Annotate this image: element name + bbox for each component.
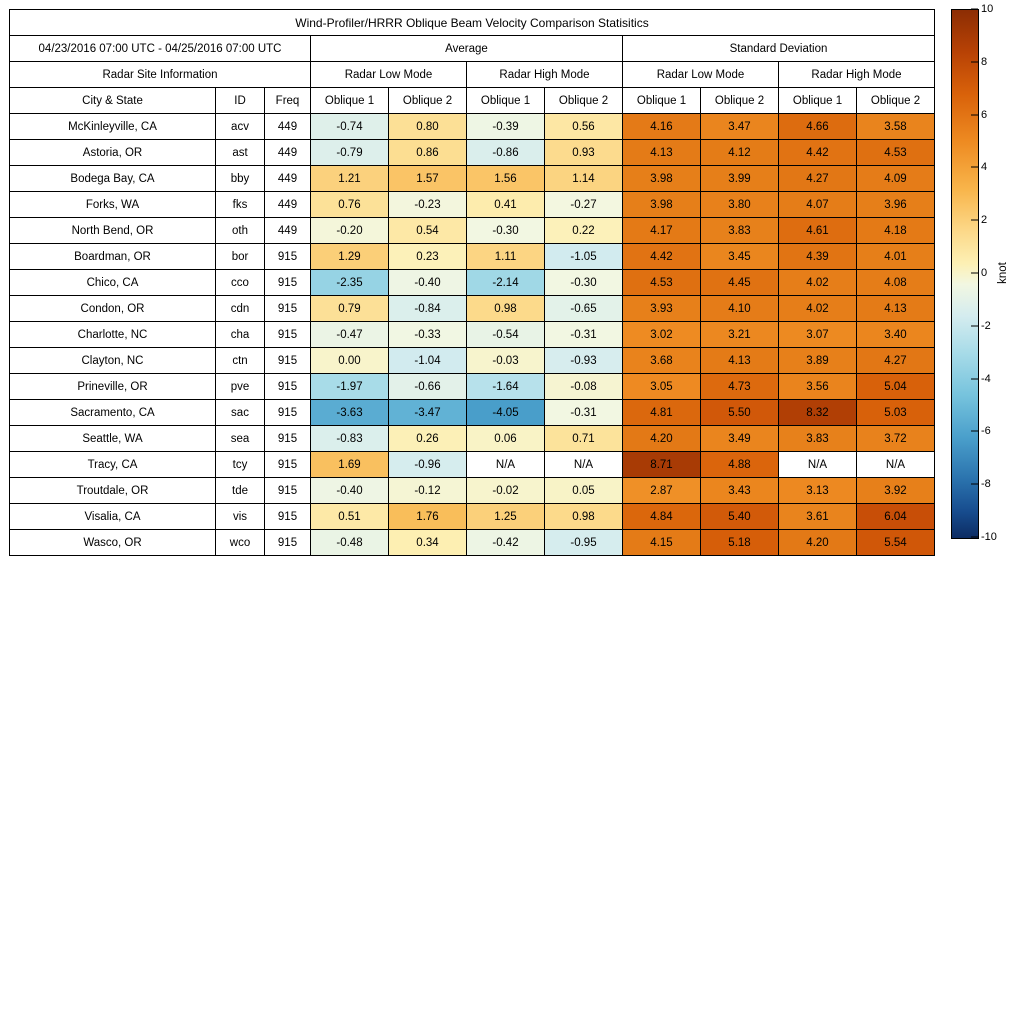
colorbar-tick-mark	[971, 537, 978, 538]
cell-value: -0.54	[467, 322, 545, 348]
cell-value: 3.21	[701, 322, 779, 348]
cell-value: 3.07	[779, 322, 857, 348]
mode-header-sd-low: Radar Low Mode	[623, 62, 779, 88]
cell-value: -0.20	[311, 218, 389, 244]
cell-value: 4.53	[857, 140, 935, 166]
cell-value: 4.08	[857, 270, 935, 296]
column-header-freq: Freq	[265, 88, 311, 114]
cell-value: 0.98	[545, 504, 623, 530]
cell-value: N/A	[857, 452, 935, 478]
cell-id: tde	[216, 478, 265, 504]
cell-id: cdn	[216, 296, 265, 322]
cell-value: 3.68	[623, 348, 701, 374]
colorbar-tick-label: 10	[981, 3, 994, 15]
table-row	[10, 192, 935, 218]
cell-value: 3.72	[857, 426, 935, 452]
column-header-avg-low-o2: Oblique 2	[389, 88, 467, 114]
table-row	[10, 166, 935, 192]
cell-value: 3.83	[701, 218, 779, 244]
cell-value: 0.06	[467, 426, 545, 452]
cell-value: -0.30	[467, 218, 545, 244]
colorbar-tick-label: 6	[981, 108, 988, 121]
cell-value: 4.45	[701, 270, 779, 296]
cell-value: -0.30	[545, 270, 623, 296]
cell-value: 4.15	[623, 530, 701, 556]
cell-value: -0.95	[545, 530, 623, 556]
cell-freq: 449	[265, 140, 311, 166]
cell-value: -0.08	[545, 374, 623, 400]
cell-value: 4.73	[701, 374, 779, 400]
cell-value: -2.14	[467, 270, 545, 296]
cell-freq: 449	[265, 218, 311, 244]
cell-value: -0.84	[389, 296, 467, 322]
cell-freq: 449	[265, 166, 311, 192]
table-body	[10, 114, 935, 556]
colorbar-tick-mark	[971, 167, 978, 168]
cell-value: 0.93	[545, 140, 623, 166]
cell-value: 3.47	[701, 114, 779, 140]
cell-value: -0.02	[467, 478, 545, 504]
table-row	[10, 530, 935, 556]
cell-value: -0.03	[467, 348, 545, 374]
table-row	[10, 218, 935, 244]
cell-value: 4.27	[779, 166, 857, 192]
cell-value: -0.33	[389, 322, 467, 348]
colorbar-tick-label: -10	[981, 531, 997, 543]
cell-value: 4.13	[623, 140, 701, 166]
cell-city: Tracy, CA	[10, 452, 216, 478]
colorbar-label: knot	[997, 262, 1009, 284]
cell-value: -0.48	[311, 530, 389, 556]
cell-id: bor	[216, 244, 265, 270]
cell-value: -0.27	[545, 192, 623, 218]
cell-value: 1.56	[467, 166, 545, 192]
cell-value: 0.26	[389, 426, 467, 452]
cell-value: -0.42	[467, 530, 545, 556]
cell-freq: 915	[265, 426, 311, 452]
cell-value: 4.09	[857, 166, 935, 192]
cell-value: 6.04	[857, 504, 935, 530]
colorbar-tick-mark	[971, 114, 978, 115]
cell-city: Seattle, WA	[10, 426, 216, 452]
cell-value: 0.00	[311, 348, 389, 374]
cell-value: 4.17	[623, 218, 701, 244]
cell-freq: 449	[265, 114, 311, 140]
cell-value: -0.12	[389, 478, 467, 504]
cell-value: 3.40	[857, 322, 935, 348]
colorbar-tick-label: 2	[981, 214, 988, 227]
mode-header-avg-high: Radar High Mode	[467, 62, 623, 88]
cell-city: Condon, OR	[10, 296, 216, 322]
cell-value: -0.65	[545, 296, 623, 322]
colorbar-tick-mark	[971, 378, 978, 379]
cell-value: 0.23	[389, 244, 467, 270]
cell-value: 1.25	[467, 504, 545, 530]
cell-value: 0.98	[467, 296, 545, 322]
cell-value: 3.58	[857, 114, 935, 140]
cell-value: 3.96	[857, 192, 935, 218]
cell-value: 4.81	[623, 400, 701, 426]
cell-freq: 915	[265, 296, 311, 322]
cell-id: tcy	[216, 452, 265, 478]
cell-id: sea	[216, 426, 265, 452]
cell-value: -0.31	[545, 322, 623, 348]
cell-value: 5.18	[701, 530, 779, 556]
cell-value: 0.56	[545, 114, 623, 140]
column-header-avg-high-o1: Oblique 1	[467, 88, 545, 114]
colorbar-tick-label: -8	[981, 478, 991, 491]
cell-value: N/A	[545, 452, 623, 478]
cell-value: 4.53	[623, 270, 701, 296]
cell-value: 4.16	[623, 114, 701, 140]
cell-value: 4.88	[701, 452, 779, 478]
cell-city: McKinleyville, CA	[10, 114, 216, 140]
cell-value: 0.22	[545, 218, 623, 244]
colorbar-tick-mark	[971, 9, 978, 10]
cell-value: 2.87	[623, 478, 701, 504]
cell-id: vis	[216, 504, 265, 530]
cell-id: cco	[216, 270, 265, 296]
cell-city: Astoria, OR	[10, 140, 216, 166]
date-range: 04/23/2016 07:00 UTC - 04/25/2016 07:00 UTC	[10, 36, 311, 62]
cell-city: Troutdale, OR	[10, 478, 216, 504]
colorbar-tick-label: 4	[981, 161, 988, 174]
cell-value: 3.05	[623, 374, 701, 400]
cell-freq: 915	[265, 270, 311, 296]
mode-header-avg-low: Radar Low Mode	[311, 62, 467, 88]
cell-value: 3.43	[701, 478, 779, 504]
table-row	[10, 322, 935, 348]
cell-value: 4.07	[779, 192, 857, 218]
cell-id: acv	[216, 114, 265, 140]
column-header-sd-low-o1: Oblique 1	[623, 88, 701, 114]
cell-value: -0.47	[311, 322, 389, 348]
cell-city: Boardman, OR	[10, 244, 216, 270]
cell-freq: 915	[265, 348, 311, 374]
cell-value: 0.79	[311, 296, 389, 322]
cell-value: 4.84	[623, 504, 701, 530]
colorbar-tick-mark	[971, 484, 978, 485]
column-header-city: City & State	[10, 88, 216, 114]
cell-value: 3.45	[701, 244, 779, 270]
colorbar-gradient	[951, 9, 979, 539]
cell-value: 0.51	[311, 504, 389, 530]
cell-value: 5.40	[701, 504, 779, 530]
cell-city: Bodega Bay, CA	[10, 166, 216, 192]
column-header-avg-low-o1: Oblique 1	[311, 88, 389, 114]
cell-city: Clayton, NC	[10, 348, 216, 374]
cell-value: -1.64	[467, 374, 545, 400]
cell-value: 3.61	[779, 504, 857, 530]
cell-freq: 915	[265, 452, 311, 478]
table-row	[10, 478, 935, 504]
table-row	[10, 400, 935, 426]
cell-value: 4.12	[701, 140, 779, 166]
cell-value: 1.69	[311, 452, 389, 478]
table-row	[10, 452, 935, 478]
cell-value: 4.01	[857, 244, 935, 270]
cell-value: -3.47	[389, 400, 467, 426]
cell-value: 0.54	[389, 218, 467, 244]
cell-value: -0.83	[311, 426, 389, 452]
column-header-sd-high-o2: Oblique 2	[857, 88, 935, 114]
cell-value: -0.39	[467, 114, 545, 140]
cell-value: 4.42	[623, 244, 701, 270]
cell-value: -0.74	[311, 114, 389, 140]
cell-value: 5.50	[701, 400, 779, 426]
cell-freq: 915	[265, 504, 311, 530]
cell-value: N/A	[779, 452, 857, 478]
cell-city: Prineville, OR	[10, 374, 216, 400]
cell-value: -4.05	[467, 400, 545, 426]
cell-value: -1.04	[389, 348, 467, 374]
cell-value: 8.71	[623, 452, 701, 478]
cell-city: Chico, CA	[10, 270, 216, 296]
table-row	[10, 114, 935, 140]
cell-value: 1.14	[545, 166, 623, 192]
cell-value: -0.93	[545, 348, 623, 374]
cell-city: North Bend, OR	[10, 218, 216, 244]
cell-freq: 915	[265, 374, 311, 400]
colorbar-tick-label: -6	[981, 425, 991, 438]
cell-id: cha	[216, 322, 265, 348]
cell-id: fks	[216, 192, 265, 218]
table-row	[10, 296, 935, 322]
colorbar-tick-label: -2	[981, 319, 991, 332]
cell-id: ast	[216, 140, 265, 166]
cell-value: -0.40	[389, 270, 467, 296]
cell-value: 3.49	[701, 426, 779, 452]
cell-value: 4.13	[857, 296, 935, 322]
cell-value: 3.83	[779, 426, 857, 452]
colorbar-tick-mark	[971, 220, 978, 221]
cell-city: Sacramento, CA	[10, 400, 216, 426]
cell-value: 4.20	[779, 530, 857, 556]
table-title: Wind-Profiler/HRRR Oblique Beam Velocity Comparison Statisitics	[10, 10, 935, 36]
cell-value: 4.13	[701, 348, 779, 374]
cell-value: -3.63	[311, 400, 389, 426]
cell-value: 1.76	[389, 504, 467, 530]
group-header-stddev: Standard Deviation	[623, 36, 935, 62]
table-row	[10, 348, 935, 374]
cell-value: N/A	[467, 452, 545, 478]
table-row	[10, 504, 935, 530]
table-row	[10, 374, 935, 400]
cell-value: 3.80	[701, 192, 779, 218]
cell-value: 3.93	[623, 296, 701, 322]
colorbar-tick-mark	[971, 273, 978, 274]
cell-value: 0.34	[389, 530, 467, 556]
cell-value: 4.20	[623, 426, 701, 452]
cell-value: 3.02	[623, 322, 701, 348]
cell-value: 0.71	[545, 426, 623, 452]
cell-value: -0.31	[545, 400, 623, 426]
cell-value: 4.39	[779, 244, 857, 270]
column-header-sd-high-o1: Oblique 1	[779, 88, 857, 114]
colorbar-tick-label: -4	[981, 372, 991, 385]
cell-value: -0.96	[389, 452, 467, 478]
cell-value: 1.57	[389, 166, 467, 192]
cell-value: 3.56	[779, 374, 857, 400]
cell-city: Charlotte, NC	[10, 322, 216, 348]
cell-value: 0.80	[389, 114, 467, 140]
cell-value: 3.98	[623, 192, 701, 218]
cell-value: 3.98	[623, 166, 701, 192]
cell-freq: 915	[265, 244, 311, 270]
cell-value: -0.86	[467, 140, 545, 166]
cell-value: -1.97	[311, 374, 389, 400]
cell-value: 5.03	[857, 400, 935, 426]
cell-freq: 449	[265, 192, 311, 218]
cell-value: -0.66	[389, 374, 467, 400]
cell-value: 0.41	[467, 192, 545, 218]
cell-freq: 915	[265, 400, 311, 426]
cell-value: 3.13	[779, 478, 857, 504]
table-row	[10, 244, 935, 270]
group-header-average: Average	[311, 36, 623, 62]
colorbar-tick-label: 0	[981, 267, 988, 279]
cell-value: 4.27	[857, 348, 935, 374]
colorbar-tick-mark	[971, 431, 978, 432]
colorbar	[951, 3, 1015, 545]
cell-value: 4.18	[857, 218, 935, 244]
cell-value: 0.76	[311, 192, 389, 218]
cell-value: 8.32	[779, 400, 857, 426]
cell-value: -2.35	[311, 270, 389, 296]
cell-value: 4.02	[779, 296, 857, 322]
column-header-id: ID	[216, 88, 265, 114]
cell-value: 5.04	[857, 374, 935, 400]
cell-value: 0.86	[389, 140, 467, 166]
column-header-avg-high-o2: Oblique 2	[545, 88, 623, 114]
cell-value: 3.89	[779, 348, 857, 374]
cell-value: 4.66	[779, 114, 857, 140]
cell-value: -0.79	[311, 140, 389, 166]
cell-value: 4.42	[779, 140, 857, 166]
statistics-table	[9, 9, 935, 556]
cell-value: -1.05	[545, 244, 623, 270]
cell-freq: 915	[265, 322, 311, 348]
colorbar-tick-mark	[971, 61, 978, 62]
cell-value: 1.29	[311, 244, 389, 270]
cell-value: 3.99	[701, 166, 779, 192]
table-row	[10, 140, 935, 166]
cell-freq: 915	[265, 530, 311, 556]
cell-value: -0.23	[389, 192, 467, 218]
cell-city: Visalia, CA	[10, 504, 216, 530]
cell-city: Wasco, OR	[10, 530, 216, 556]
cell-value: 4.10	[701, 296, 779, 322]
cell-value: 5.54	[857, 530, 935, 556]
cell-value: 1.21	[311, 166, 389, 192]
cell-id: wco	[216, 530, 265, 556]
group-header-site-info: Radar Site Information	[10, 62, 311, 88]
cell-freq: 915	[265, 478, 311, 504]
mode-header-sd-high: Radar High Mode	[779, 62, 935, 88]
cell-value: 3.92	[857, 478, 935, 504]
cell-id: bby	[216, 166, 265, 192]
cell-id: oth	[216, 218, 265, 244]
column-header-sd-low-o2: Oblique 2	[701, 88, 779, 114]
cell-value: 4.02	[779, 270, 857, 296]
cell-value: 0.05	[545, 478, 623, 504]
table-row	[10, 270, 935, 296]
table-row	[10, 426, 935, 452]
cell-value: -0.40	[311, 478, 389, 504]
cell-value: 4.61	[779, 218, 857, 244]
cell-city: Forks, WA	[10, 192, 216, 218]
cell-value: 1.11	[467, 244, 545, 270]
colorbar-tick-label: 8	[981, 55, 988, 68]
cell-id: sac	[216, 400, 265, 426]
cell-id: ctn	[216, 348, 265, 374]
colorbar-tick-mark	[971, 325, 978, 326]
cell-id: pve	[216, 374, 265, 400]
